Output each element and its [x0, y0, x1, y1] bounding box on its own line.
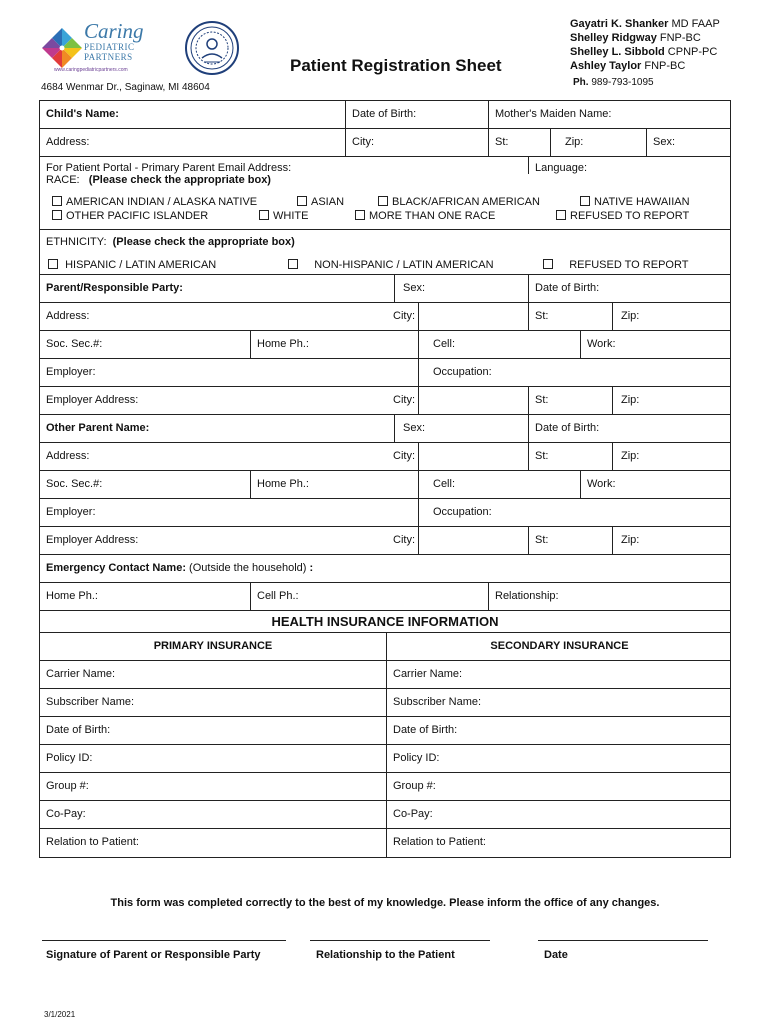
parent-row-2 [40, 303, 730, 331]
parent-employer-zip-field[interactable]: Zip: [612, 387, 732, 414]
secondary-dob-field[interactable]: Date of Birth: [386, 717, 732, 744]
parent-state-field[interactable]: St: [528, 303, 612, 330]
parent-address-field[interactable]: Address: [46, 310, 90, 322]
parent-row-4 [40, 359, 730, 387]
primary-copay-field[interactable]: Co-Pay: [46, 808, 86, 820]
ethnicity-option-hispanic[interactable]: HISPANIC / LATIN AMERICAN [48, 259, 216, 271]
race-section [40, 174, 730, 230]
portal-row [40, 157, 730, 174]
other-parent-cell-field[interactable]: Cell: [418, 471, 580, 498]
race-option-refused[interactable]: REFUSED TO REPORT [556, 210, 689, 222]
child-row-1 [40, 101, 730, 129]
provider-item: Ashley Taylor FNP-BC [570, 60, 686, 72]
other-parent-employer-city-field[interactable]: City: [418, 527, 528, 554]
practice-phone: Ph. 989-793-1095 [573, 77, 654, 88]
checkbox-icon[interactable] [259, 210, 269, 220]
other-parent-home-phone-field[interactable]: Home Ph.: [250, 471, 418, 498]
language-field[interactable]: Language: [528, 157, 732, 174]
emergency-home-phone-field[interactable]: Home Ph.: [46, 590, 98, 602]
checkbox-icon[interactable] [580, 196, 590, 206]
other-parent-employer-zip-field[interactable]: Zip: [612, 527, 732, 554]
parent-name-field[interactable]: Parent/Responsible Party: [46, 282, 183, 294]
secondary-subscriber-field[interactable]: Subscriber Name: [386, 689, 732, 716]
mother-maiden-name-field[interactable]: Mother's Maiden Name: [488, 101, 732, 128]
other-parent-row-4 [40, 499, 730, 527]
checkbox-icon[interactable] [543, 259, 553, 269]
ethnicity-label: ETHNICITY: (Please check the appropriate box) [46, 236, 295, 248]
parent-sex-field[interactable]: Sex: [394, 275, 528, 302]
parent-work-field[interactable]: Work: [580, 331, 732, 358]
secondary-relation-field[interactable]: Relation to Patient: [386, 829, 732, 857]
insurance-row [40, 661, 730, 689]
ethnicity-option-refused[interactable]: REFUSED TO REPORT [543, 259, 688, 271]
race-option-native-hawaiian[interactable]: NATIVE HAWAIIAN [580, 196, 690, 208]
insurance-header-row [40, 633, 730, 661]
relationship-line[interactable] [310, 940, 490, 941]
parent-dob-field[interactable]: Date of Birth: [528, 275, 732, 302]
secondary-insurance-header: SECONDARY INSURANCE [386, 633, 732, 660]
other-parent-dob-field[interactable]: Date of Birth: [528, 415, 732, 442]
insurance-title-row [40, 611, 730, 633]
logo-url: www.caringpediatricpartners.com [54, 67, 128, 73]
relationship-label: Relationship to the Patient [316, 949, 455, 961]
other-parent-row-5 [40, 527, 730, 555]
other-parent-employer-field[interactable]: Employer: [46, 506, 96, 518]
parent-employer-city-field[interactable]: City: [418, 387, 528, 414]
child-dob-field[interactable]: Date of Birth: [345, 101, 488, 128]
parent-row-5 [40, 387, 730, 415]
parent-row-3 [40, 331, 730, 359]
portal-email-field[interactable]: For Patient Portal - Primary Parent Email Address: [46, 162, 292, 174]
other-parent-city-field[interactable]: City: [418, 443, 528, 470]
race-option-american-indian[interactable]: AMERICAN INDIAN / ALASKA NATIVE [52, 196, 257, 208]
parent-employer-address-field[interactable]: Employer Address: [46, 394, 139, 406]
signature-label: Signature of Parent or Responsible Party [46, 949, 261, 961]
form-revision-date: 3/1/2021 [44, 1010, 76, 1019]
checkbox-icon[interactable] [297, 196, 307, 206]
race-option-more-than-one[interactable]: MORE THAN ONE RACE [355, 210, 495, 222]
race-option-asian[interactable]: ASIAN [297, 196, 344, 208]
practice-logo [38, 20, 180, 80]
parent-city-field[interactable]: City: [418, 303, 528, 330]
other-parent-work-field[interactable]: Work: [580, 471, 732, 498]
primary-dob-field[interactable]: Date of Birth: [46, 724, 111, 736]
other-parent-employer-address-field[interactable]: Employer Address: [46, 534, 139, 546]
checkbox-icon[interactable] [52, 196, 62, 206]
other-parent-ssn-field[interactable]: Soc. Sec.#: [46, 478, 103, 490]
other-parent-employer-state-field[interactable]: St: [528, 527, 612, 554]
provider-item: Shelley Ridgway FNP-BC [570, 32, 701, 44]
other-parent-address-field[interactable]: Address: [46, 450, 90, 462]
primary-group-field[interactable]: Group #: [46, 780, 89, 792]
parent-home-phone-field[interactable]: Home Ph.: [250, 331, 418, 358]
primary-policy-field[interactable]: Policy ID: [46, 752, 93, 764]
completion-statement: This form was completed correctly to the best of my knowledge. Please inform the office of any changes. [110, 897, 660, 909]
other-parent-name-field[interactable]: Other Parent Name: [46, 422, 150, 434]
secondary-carrier-field[interactable]: Carrier Name: [386, 661, 732, 688]
checkbox-icon[interactable] [378, 196, 388, 206]
signature-line[interactable] [42, 940, 286, 941]
parent-row-1 [40, 275, 730, 303]
insurance-row [40, 801, 730, 829]
logo-word: Caring [84, 19, 144, 43]
other-parent-occupation-field[interactable]: Occupation: [418, 499, 732, 526]
insurance-row [40, 745, 730, 773]
checkbox-icon[interactable] [52, 210, 62, 220]
race-option-other-pacific[interactable]: OTHER PACIFIC ISLANDER [52, 210, 208, 222]
date-line[interactable] [538, 940, 708, 941]
primary-subscriber-field[interactable]: Subscriber Name: [46, 696, 135, 708]
provider-item: Shelley L. Sibbold CPNP-PC [570, 46, 718, 58]
child-sex-field[interactable]: Sex: [646, 129, 732, 156]
secondary-policy-field[interactable]: Policy ID: [386, 745, 732, 772]
other-parent-row-3 [40, 471, 730, 499]
parent-employer-field[interactable]: Employer: [46, 366, 96, 378]
secondary-group-field[interactable]: Group #: [386, 773, 732, 800]
ethnicity-option-non-hispanic[interactable]: NON-HISPANIC / LATIN AMERICAN [288, 259, 494, 271]
other-parent-row-1 [40, 415, 730, 443]
pinwheel-icon [38, 24, 86, 72]
emergency-cell-phone-field[interactable]: Cell Ph.: [250, 583, 488, 610]
insurance-row [40, 689, 730, 717]
race-label: RACE: (Please check the appropriate box) [46, 174, 271, 186]
checkbox-icon[interactable] [288, 259, 298, 269]
ethnicity-section [40, 230, 730, 275]
other-parent-state-field[interactable]: St: [528, 443, 612, 470]
primary-relation-field[interactable]: Relation to Patient: [46, 836, 139, 848]
child-zip-field[interactable]: Zip: [550, 129, 646, 156]
secondary-copay-field[interactable]: Co-Pay: [386, 801, 732, 828]
practice-address: 4684 Wenmar Dr., Saginaw, MI 48604 [41, 82, 210, 93]
parent-zip-field[interactable]: Zip: [612, 303, 732, 330]
insurance-row [40, 829, 730, 857]
child-name-field[interactable]: Child's Name: [46, 108, 119, 120]
date-label: Date [544, 949, 568, 961]
emergency-relationship-field[interactable]: Relationship: [488, 583, 732, 610]
emergency-row-2 [40, 583, 730, 611]
emergency-row-1 [40, 555, 730, 583]
parent-occupation-field[interactable]: Occupation: [418, 359, 732, 386]
logo-subtitle-2: PARTNERS [84, 52, 133, 62]
emergency-contact-name-field[interactable]: Emergency Contact Name: (Outside the household) : [46, 562, 314, 574]
child-state-field[interactable]: St: [488, 129, 550, 156]
insurance-row [40, 773, 730, 801]
race-option-white[interactable]: WHITE [259, 210, 308, 222]
checkbox-icon[interactable] [556, 210, 566, 220]
provider-list [570, 17, 720, 73]
insurance-row [40, 717, 730, 745]
child-row-2 [40, 129, 730, 157]
checkbox-icon[interactable] [48, 259, 58, 269]
insurance-section-title: HEALTH INSURANCE INFORMATION [271, 614, 499, 629]
other-parent-zip-field[interactable]: Zip: [612, 443, 732, 470]
page-header [0, 0, 770, 100]
page-title: Patient Registration Sheet [290, 56, 502, 75]
child-address-field[interactable]: Address: [46, 136, 90, 148]
registration-form [39, 100, 731, 858]
accreditation-seal-icon [184, 20, 240, 76]
parent-cell-field[interactable]: Cell: [418, 331, 580, 358]
primary-insurance-header: PRIMARY INSURANCE [153, 640, 273, 652]
primary-carrier-field[interactable]: Carrier Name: [46, 668, 116, 680]
child-city-field[interactable]: City: [345, 129, 488, 156]
other-parent-row-2 [40, 443, 730, 471]
checkbox-icon[interactable] [355, 210, 365, 220]
logo-subtitle-1: PEDIATRIC [84, 42, 135, 52]
parent-ssn-field[interactable]: Soc. Sec.#: [46, 338, 103, 350]
race-option-black[interactable]: BLACK/AFRICAN AMERICAN [378, 196, 540, 208]
parent-employer-state-field[interactable]: St: [528, 387, 612, 414]
provider-item: Gayatri K. Shanker MD FAAP [570, 18, 720, 30]
other-parent-sex-field[interactable]: Sex: [394, 415, 528, 442]
